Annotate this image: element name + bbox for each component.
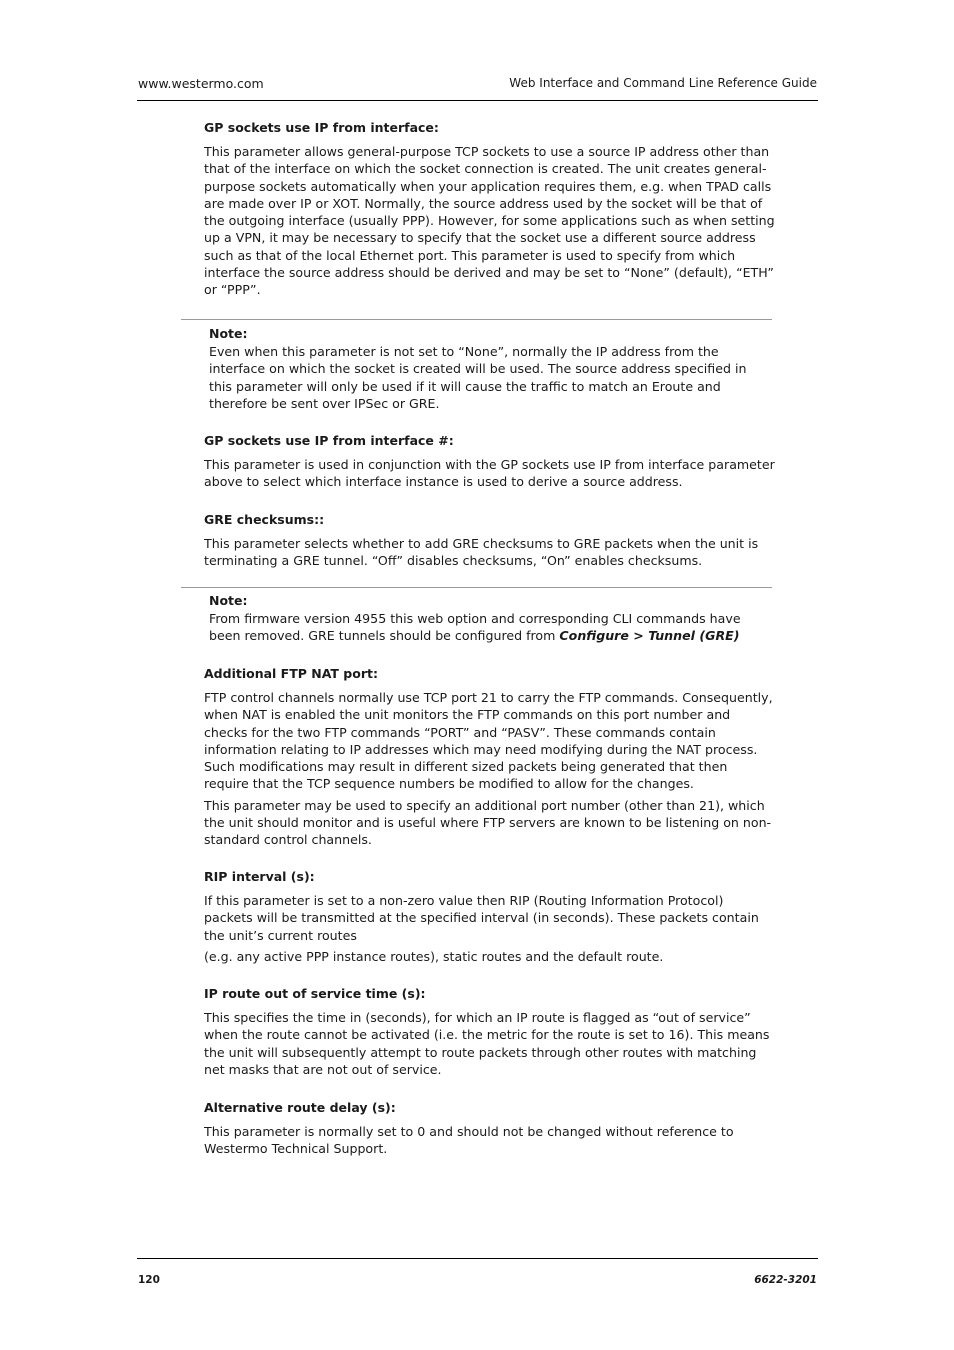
section-heading: RIP interval (s): <box>204 869 315 884</box>
section-alternative-route-delay <box>204 1100 776 1162</box>
section-gp-sockets-instance <box>204 433 776 495</box>
section-paragraph: This parameter is normally set to 0 and should not be changed without reference to Westermo Technical Support. <box>204 1124 734 1157</box>
document-number: 6622-3201 <box>754 1274 817 1286</box>
section-heading: IP route out of service time (s): <box>204 986 426 1001</box>
section-heading: Additional FTP NAT port: <box>204 666 378 681</box>
section-paragraph: This parameter is used in conjunction with the GP sockets use IP from interface parameter above to select which interface instance is used to derive a source address. <box>204 457 775 490</box>
section-heading: GP sockets use IP from interface #: <box>204 433 454 448</box>
section-paragraph: FTP control channels normally use TCP port 21 to carry the FTP commands. Consequently, when NAT is enabled the unit monitors the FTP commands on this port number and checks for the two FTP commands “PORT” and “PASV”. These commands contain information relating to IP addresses which may need modifying during the NAT process. Such modifications may result in different sized packets being generated that then require that the TCP sequence numbers be modified to allow for the changes. <box>204 690 773 792</box>
note-separator <box>181 587 772 588</box>
note-source-address <box>209 326 772 416</box>
section-paragraph: (e.g. any active PPP instance routes), static routes and the default route. <box>204 948 664 964</box>
section-heading: Alternative route delay (s): <box>204 1100 396 1115</box>
section-rip-interval <box>204 869 776 969</box>
note-heading: Note: <box>209 326 248 341</box>
note-paragraph: Even when this parameter is not set to “None”, normally the IP address from the interface on which the socket is created will be used. The source address specified in this parameter will only be used if it will cause the traffic to match an Eroute and therefore be sent over IPSec or GRE. <box>209 344 747 411</box>
menu-path-reference: Configure > Tunnel (GRE) <box>559 628 740 644</box>
section-paragraph: This parameter selects whether to add GRE checksums to GRE packets when the unit is terminating a GRE tunnel. “Off” disables checksums, “On” enables checksums. <box>204 536 759 569</box>
section-gp-sockets <box>204 120 776 303</box>
note-text: From firmware version 4955 this web option and corresponding CLI commands have been removed. GRE tunnels should be configured from <box>209 611 741 644</box>
note-paragraph <box>209 610 772 645</box>
section-gre-checksums <box>204 512 776 574</box>
section-paragraph: This specifies the time in (seconds), for which an IP route is flagged as “out of service” when the route cannot be activated (i.e. the metric for the route is set to 16). This means the unit will subsequently attempt to route packets through other routes with matching net masks that are not out of service. <box>204 1010 770 1077</box>
section-paragraph: This parameter allows general-purpose TCP sockets to use a source IP address other than that of the interface on which the socket connection is created. The unit creates general-purpose sockets automatically when your application requires them, e.g. when TPAD calls are made over IP or XOT. Normally, the source address used by the socket will be that of the outgoing interface (usually PPP). However, for some applications such as when setting up a VPN, it may be necessary to specify that the socket use a different source address such as that of the local Ethernet port. This parameter is used to specify from which interface the source address should be derived and may be set to “None” (default), “ETH” or “PPP”. <box>204 144 775 298</box>
page-number: 120 <box>138 1274 160 1286</box>
section-additional-ftp-nat-port <box>204 666 776 853</box>
note-heading: Note: <box>209 593 248 608</box>
note-separator <box>181 319 772 320</box>
header-rule <box>137 100 818 101</box>
section-heading: GRE checksums:: <box>204 512 325 527</box>
header-document-title: Web Interface and Command Line Reference Guide <box>509 76 817 90</box>
header-website-url: www.westermo.com <box>138 76 264 91</box>
footer-rule <box>137 1258 818 1259</box>
section-paragraph: This parameter may be used to specify an additional port number (other than 21), which the unit should monitor and is useful where FTP servers are known to be listening on non-standard control channels. <box>204 797 772 848</box>
note-firmware-removal <box>209 593 772 649</box>
section-heading: GP sockets use IP from interface: <box>204 120 439 135</box>
section-paragraph: If this parameter is set to a non-zero value then RIP (Routing Information Protocol) packets will be transmitted at the specified interval (in seconds). These packets contain the unit’s current routes <box>204 893 759 943</box>
section-ip-route-out-of-service <box>204 986 776 1082</box>
